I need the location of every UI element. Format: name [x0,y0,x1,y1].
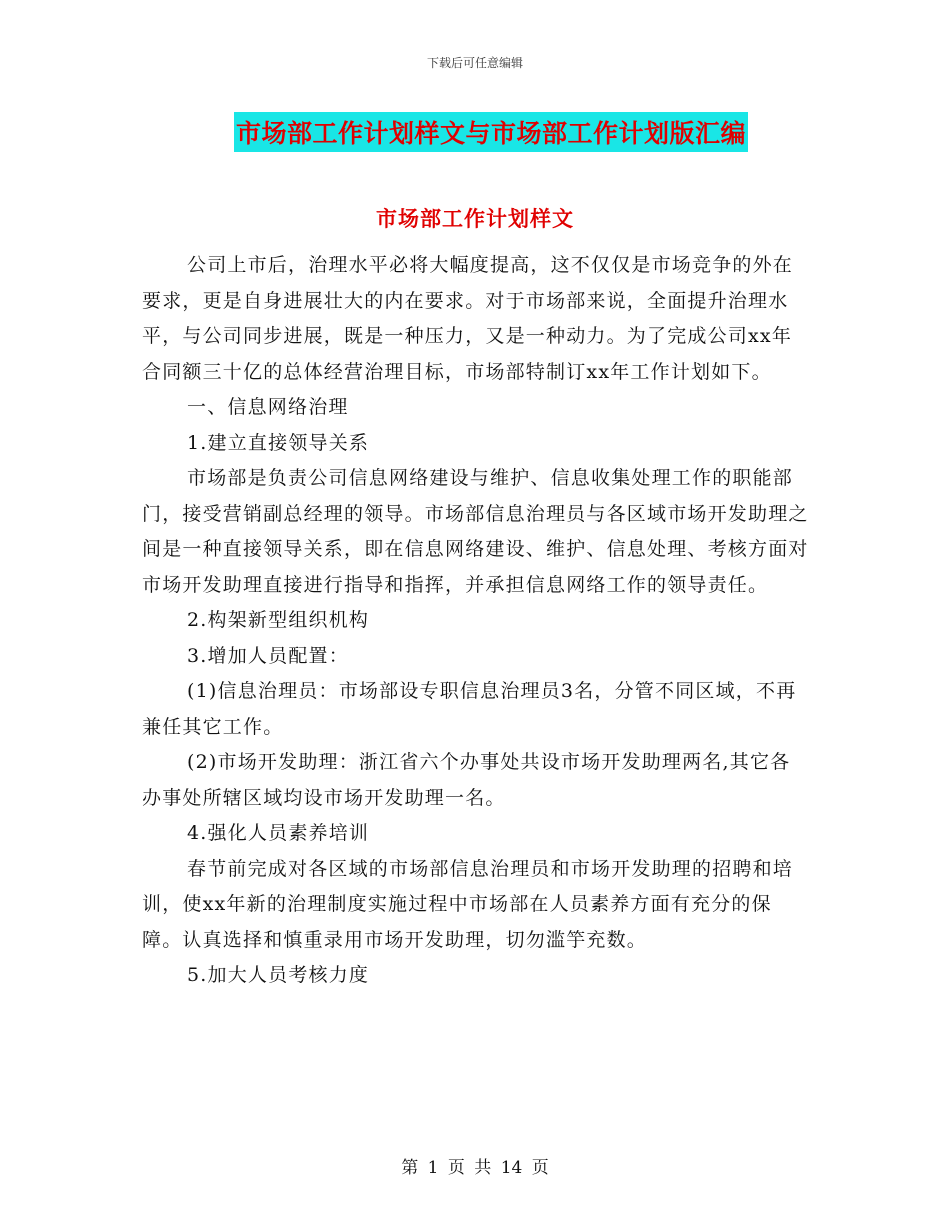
subheading-1: 1.建立直接领导关系 [187,431,370,454]
section-title: 市场部工作计划样文 [376,206,574,231]
paragraph-leadership: 市场部是负责公司信息网络建设与维护、信息收集处理工作的职能部门，接受营销副总经理的领导。市场部信息治理员与各区域市场开发助理之间是一种直接领导关系，即在信息网络建设、维护、信息处理、考核方面对市场开发助理直接进行指导和指挥，并承担信息网络工作的领导责任。 [142,467,809,596]
header-note: 下载后可任意编辑 [426,56,523,70]
subheading-3: 3.增加人员配置： [187,644,349,667]
list-item-2: (2)市场开发助理：浙江省六个办事处共设市场开发助理两名,其它各办事处所辖区域均设市场开发助理一名。 [142,751,791,809]
list-item-1: (1)信息治理员：市场部设专职信息治理员3名，分管不同区域，不再兼任其它工作。 [142,680,797,738]
subheading-4: 4.强化人员素养培训 [187,822,370,844]
paragraph-training: 春节前完成对各区域的市场部信息治理员和市场开发助理的招聘和培训，使xx年新的治理制度实施过程中市场部在人员素养方面有充分的保障。认真选择和慎重录用市场开发助理，切勿滥竽充数。 [142,857,794,951]
page-number: 第 1 页 共 14 页 [401,1158,549,1178]
document-title: 市场部工作计划样文与市场部工作计划版汇编 [234,112,748,152]
heading-info-network: 一、信息网络治理 [187,396,349,418]
subheading-5: 5.加大人员考核力度 [187,964,370,986]
paragraph-intro: 公司上市后，治理水平必将大幅度提高，这不仅仅是市场竞争的外在要求，更是自身进展壮大的内在要求。对于市场部来说，全面提升治理水平，与公司同步进展，既是一种压力，又是一种动力。为了完成公司xx年合同额三十亿的总体经营治理目标，市场部特制订xx年工作计划如下。 [142,254,794,383]
document-body [142,248,810,994]
subheading-2: 2.构架新型组织机构 [187,609,370,631]
